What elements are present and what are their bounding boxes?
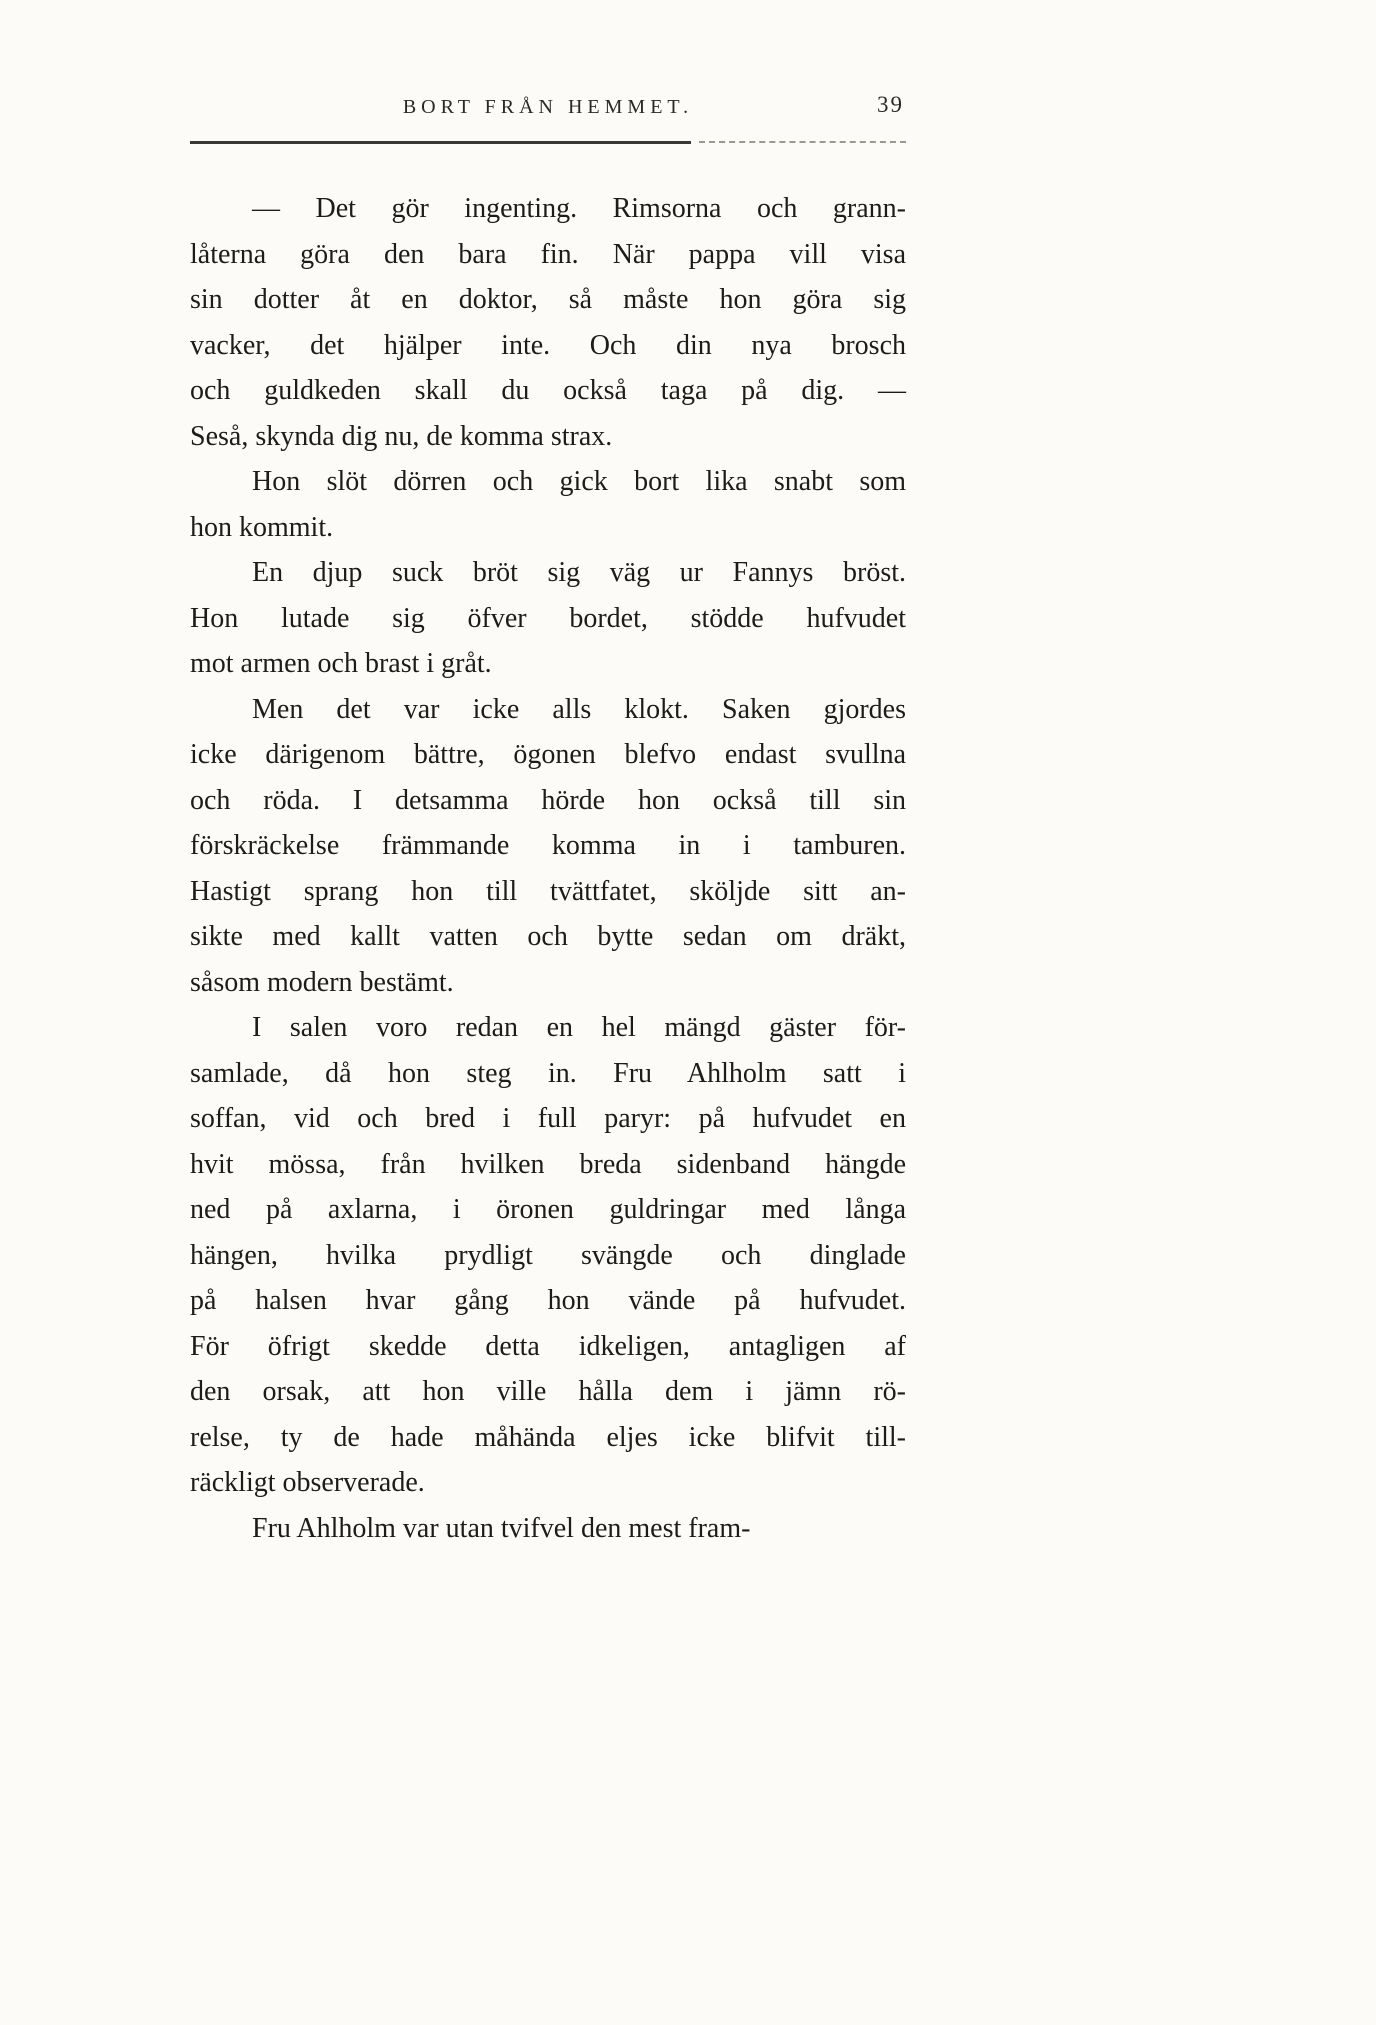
- body-text: [190, 186, 906, 1551]
- paragraph: [190, 687, 906, 1006]
- text-line: sikte med kallt vatten och bytte sedan om dräkt,: [190, 921, 906, 952]
- header-rule: [190, 140, 906, 144]
- text-line: låterna göra den bara fin. När pappa vill visa: [190, 238, 906, 270]
- text-line: hvit mössa, från hvilken breda sidenband hängde: [190, 1148, 906, 1180]
- text-line: relse, ty de hade måhända eljes icke blifvit till-: [190, 1421, 906, 1453]
- text-line: Men det var icke alls klokt. Saken gjordes: [252, 693, 906, 725]
- text-line: Hon slöt dörren och gick bort lika snabt som: [252, 466, 906, 497]
- text-line: på halsen hvar gång hon vände på hufvudet.: [190, 1285, 906, 1316]
- paragraph: [190, 1506, 906, 1552]
- paragraph: [190, 186, 906, 459]
- text-line: Hastigt sprang hon till tvättfatet, sköljde sitt an-: [190, 875, 906, 907]
- text-line: ned på axlarna, i öronen guldringar med långa: [190, 1194, 906, 1225]
- text-line: och guldkeden skall du också taga på dig. —: [190, 375, 906, 406]
- text-line: Seså, skynda dig nu, de komma strax.: [190, 420, 613, 452]
- text-line: räckligt observerade.: [190, 1467, 425, 1498]
- text-line: sin dotter åt en doktor, så måste hon göra sig: [190, 284, 906, 315]
- text-line: icke därigenom bättre, ögonen blefvo endast svullna: [190, 739, 906, 770]
- text-line: mot armen och brast i gråt.: [190, 648, 492, 679]
- text-line: Fru Ahlholm var utan tvifvel den mest fram-: [252, 1512, 751, 1544]
- paragraph: [190, 550, 906, 687]
- header-rule-dashed-segment: [699, 141, 906, 143]
- text-line: och röda. I detsamma hörde hon också till sin: [190, 784, 906, 816]
- header-rule-solid-segment: [190, 141, 691, 144]
- paragraph: [190, 1005, 906, 1506]
- running-title: BORT FRÅN HEMMET.: [402, 96, 694, 118]
- text-line: För öfrigt skedde detta idkeligen, antagligen af: [190, 1330, 906, 1362]
- text-line: En djup suck bröt sig väg ur Fannys bröst.: [252, 557, 906, 588]
- text-line: vacker, det hjälper inte. Och din nya brosch: [190, 329, 906, 361]
- text-line: I salen voro redan en hel mängd gäster för-: [252, 1012, 906, 1043]
- text-line: hon kommit.: [190, 511, 334, 543]
- text-line: såsom modern bestämt.: [190, 966, 454, 998]
- text-line: hängen, hvilka prydligt svängde och dinglade: [190, 1239, 906, 1271]
- text-line: den orsak, att hon ville hålla dem i jämn rö-: [190, 1376, 906, 1407]
- text-line: Hon lutade sig öfver bordet, stödde hufvudet: [190, 602, 906, 634]
- paragraph: [190, 459, 906, 550]
- page-header: [190, 92, 906, 130]
- text-line: förskräckelse främmande komma in i tamburen.: [190, 830, 906, 861]
- text-line: samlade, då hon steg in. Fru Ahlholm satt i: [190, 1057, 906, 1089]
- page-content: [190, 92, 906, 1551]
- text-line: — Det gör ingenting. Rimsorna och grann-: [252, 193, 906, 224]
- text-line: soffan, vid och bred i full paryr: på hufvudet en: [190, 1103, 906, 1134]
- page-number: 39: [877, 92, 904, 117]
